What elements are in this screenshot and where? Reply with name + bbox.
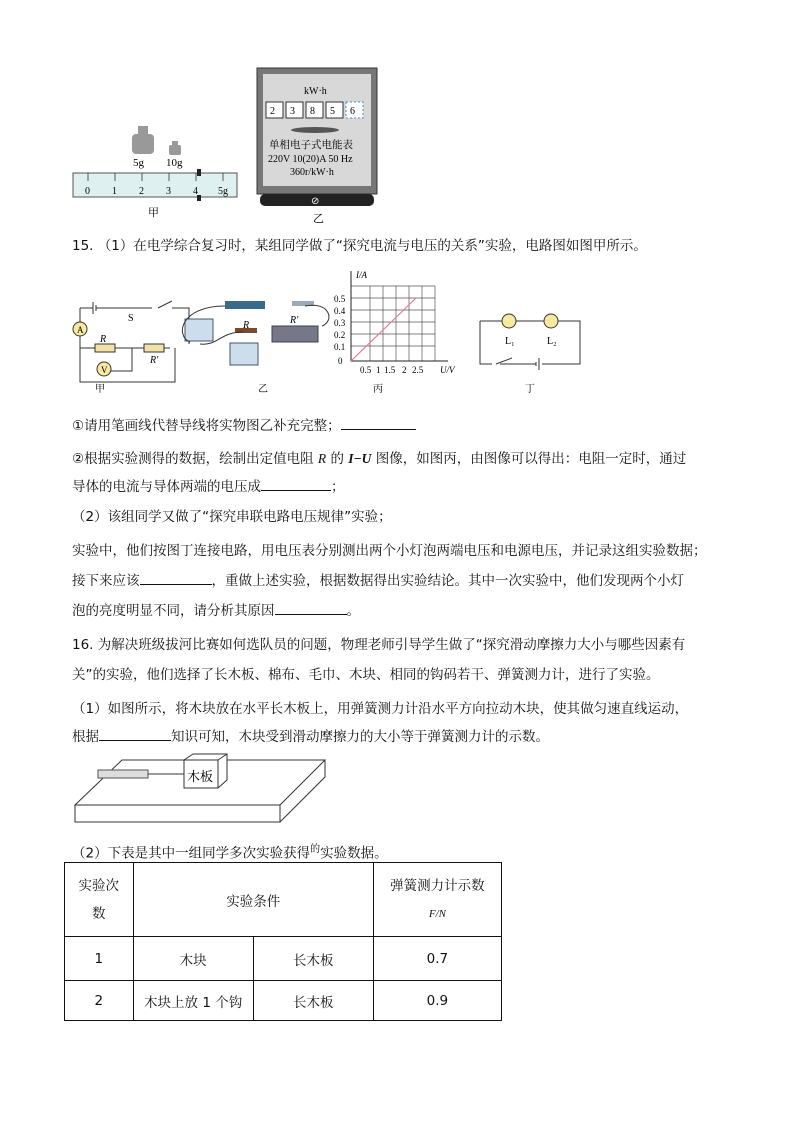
text: 长木板 — [253, 981, 373, 1021]
text: 1 — [376, 365, 381, 375]
text: S — [128, 313, 134, 324]
table-row — [65, 981, 502, 1021]
data-table — [64, 862, 502, 1021]
weight-label-5g: 5g — [133, 157, 144, 169]
figure-label-yi: 乙 — [313, 213, 324, 225]
text: 5 — [330, 106, 335, 117]
ruler-tick: 0 — [85, 186, 90, 197]
text: ； — [331, 479, 345, 495]
text: R′ — [150, 355, 159, 366]
text: U/V — [440, 365, 455, 375]
ruler-tick: 2 — [139, 186, 144, 197]
text: R — [100, 334, 107, 345]
text: 木块 — [133, 937, 253, 981]
figure-label-ding: 丁 — [525, 384, 535, 395]
q16-line-2: 关”的实验，他们选择了长木板、棉布、毛巾、木块、相同的钩码若干、弹簧测力计，进行了实验。 — [72, 667, 660, 683]
figure-label-jia: 甲 — [95, 384, 105, 395]
text: 木板 — [187, 769, 214, 784]
answer-blank[interactable] — [341, 417, 416, 430]
table-header-cell: 实验条件 — [133, 863, 373, 937]
q15-line-2 — [72, 447, 686, 467]
text: 220V 10(20)A 50 Hz — [268, 154, 353, 165]
q16-line-4 — [72, 725, 549, 745]
q15-line-3 — [72, 475, 345, 495]
text: ⊘ — [311, 196, 320, 207]
text: 实验次 — [78, 877, 120, 894]
text: ①请用笔画线代替导线将实物图乙补充完整； — [72, 418, 341, 434]
weight-5g-icon — [132, 126, 154, 154]
text: 弹簧测力计示数 — [390, 877, 485, 894]
text: V — [101, 365, 108, 375]
text: 木块上放 1 个钩 — [133, 981, 253, 1021]
answer-blank[interactable] — [140, 572, 212, 585]
table-row — [65, 937, 502, 981]
figure-friction-setup — [60, 750, 360, 830]
i-u-graph — [351, 271, 448, 361]
text: R — [243, 320, 250, 331]
text: 图像，如图丙，由图像可以得出：电阻一定时，通过 — [371, 451, 687, 467]
text: 1.5 — [384, 365, 396, 375]
text: 单相电子式电能表 — [269, 140, 353, 151]
text: 3 — [290, 106, 295, 117]
ruler-tick: 4 — [193, 186, 198, 197]
text: 实验数据。 — [320, 845, 388, 862]
ruler-tick: 1 — [112, 186, 117, 197]
spring-scale-icon — [98, 770, 148, 778]
q15-line-1 — [72, 414, 416, 434]
table-header-row — [65, 863, 502, 937]
text: 0.3 — [334, 318, 346, 328]
text: 知识可知，木块受到滑动摩擦力的大小等于弹簧测力计的示数。 — [171, 729, 549, 745]
text: 0.9 — [373, 981, 501, 1021]
q16-line-1: 16. 为解决班级拔河比赛如何选队员的问题，物理老师引导学生做了“探究滑动摩擦力大小与哪些因素有 — [72, 637, 686, 653]
text: 0.4 — [334, 306, 346, 316]
answer-blank[interactable] — [275, 602, 347, 615]
text: 2 — [270, 106, 275, 117]
figure-label-yi: 乙 — [258, 384, 268, 395]
answer-blank[interactable] — [261, 478, 331, 491]
q15-part2: （2）该组同学又做了“探究串联电路电压规律”实验； — [72, 509, 392, 525]
text: 。 — [346, 603, 360, 619]
text: 接下来应该 — [72, 573, 140, 589]
text: 0 — [338, 356, 343, 366]
text: ②根据实验测得的数据，绘制出定值电阻 — [72, 451, 318, 467]
q15-part2-line1: 实验中，他们按图丁连接电路，用电压表分别测出两个小灯泡两端电压和电源电压，并记录这组实验数据； — [72, 543, 707, 559]
text: 0.1 — [334, 342, 346, 352]
figure-label-bing: 丙 — [373, 384, 383, 395]
text: L₁ — [505, 336, 515, 347]
weight-10g-icon — [169, 141, 181, 155]
text: 2.5 — [412, 365, 424, 375]
text: 根据 — [72, 729, 99, 745]
figure-ruler-and-meter — [70, 66, 390, 226]
figure-circuits — [60, 266, 600, 395]
text: R′ — [290, 315, 299, 326]
text: 泡的亮度明显不同，请分析其原因 — [72, 603, 275, 619]
circuit-ding — [480, 314, 580, 370]
text: L₂ — [547, 336, 557, 347]
i-u-line — [351, 298, 416, 361]
text: 360r/kW·h — [290, 167, 334, 178]
ruler — [73, 173, 237, 197]
circuit-yi-apparatus — [182, 301, 329, 365]
text: 0.2 — [334, 330, 346, 340]
text: 6 — [350, 106, 355, 117]
text: F/N — [428, 907, 446, 920]
ruler-tick: 5g — [218, 186, 228, 197]
figure-label-jia: 甲 — [148, 207, 159, 219]
q15-part2-line2 — [72, 569, 684, 589]
text: 的 — [326, 451, 349, 467]
weight-label-10g: 10g — [166, 157, 183, 169]
text: 8 — [310, 106, 315, 117]
text: I/A — [356, 270, 367, 280]
text: A — [77, 325, 84, 335]
q16-line-5 — [72, 840, 388, 862]
text: 1 — [65, 937, 134, 981]
answer-blank[interactable] — [99, 728, 171, 741]
text: 导体的电流与导体两端的电压成 — [72, 479, 261, 495]
text: 数 — [92, 905, 106, 922]
text: kW·h — [304, 86, 327, 97]
text: R — [317, 451, 327, 466]
text: 0.5 — [360, 365, 372, 375]
text: I−U — [348, 451, 372, 466]
q15-intro: 15. （1）在电学综合复习时，某组同学做了“探究电流与电压的关系”实验，电路图如图甲所示。 — [72, 238, 647, 254]
electricity-meter — [257, 68, 377, 207]
ruler-tick: 3 — [166, 186, 171, 197]
text: 2 — [65, 981, 134, 1021]
text: 长木板 — [253, 937, 373, 981]
text: ，重做上述实验，根据数据得出实验结论。其中一次实验中，他们发现两个小灯 — [211, 573, 684, 589]
q16-line-3: （1）如图所示，将木块放在水平长木板上，用弹簧测力计沿水平方向拉动木块，使其做匀速直线运动， — [72, 701, 689, 717]
text: 的 — [310, 844, 321, 855]
text: 0.7 — [373, 937, 501, 981]
text: （2）下表是其中一组同学多次实验获得 — [72, 845, 311, 862]
q15-part2-line3 — [72, 599, 360, 619]
text: 2 — [402, 365, 407, 375]
text: 0.5 — [334, 294, 346, 304]
